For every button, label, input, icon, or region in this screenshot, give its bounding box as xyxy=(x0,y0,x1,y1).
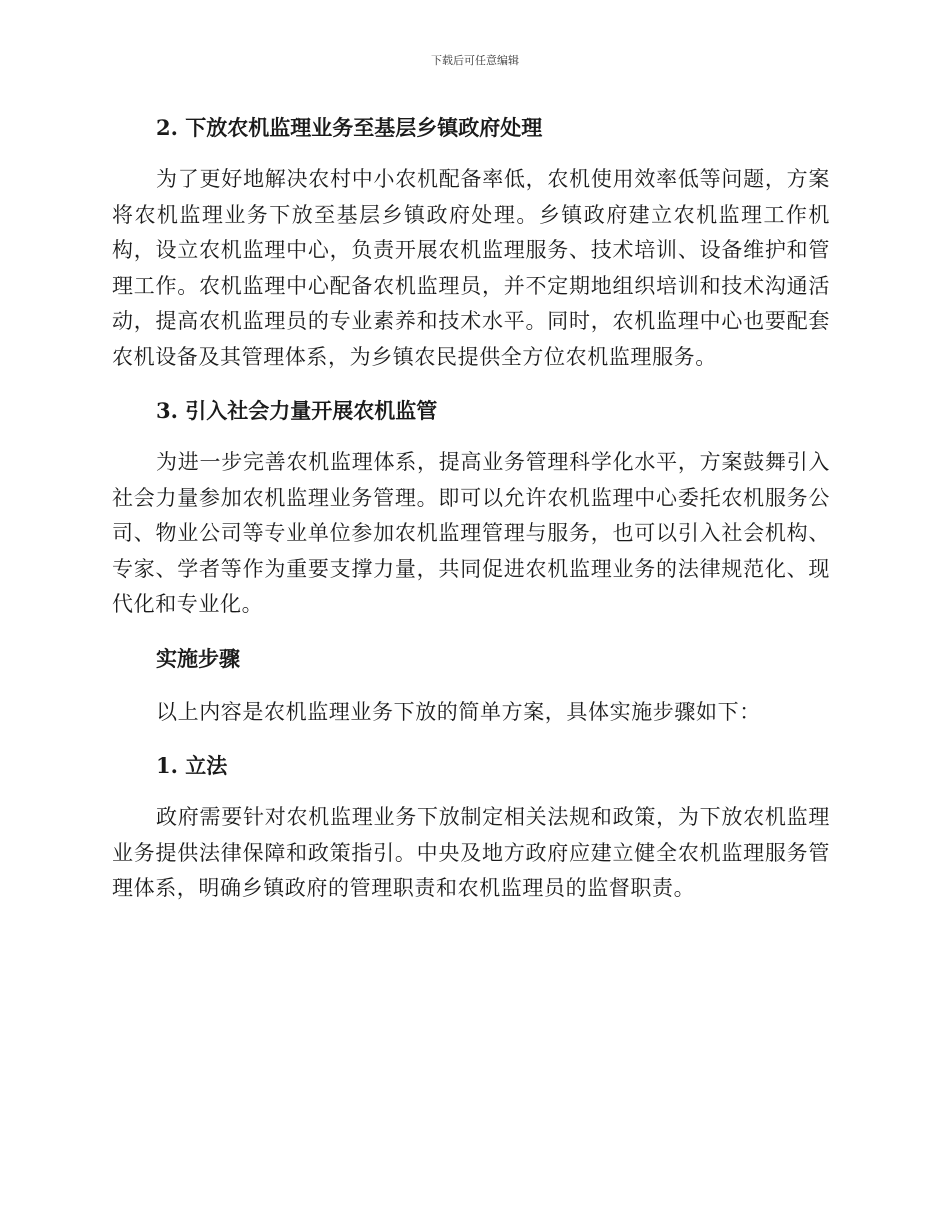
section-heading-implementation: 实施步骤 xyxy=(156,645,240,671)
section-paragraph-implementation: 以上内容是农机监理业务下放的简单方案，具体实施步骤如下： xyxy=(156,699,761,724)
section-heading-legislation: 1. 立法 xyxy=(156,753,228,778)
section-paragraph-2: 为了更好地解决农村中小农机配备率低，农机使用效率低等问题，方案将农机监理业务下放至基层乡镇政府处理。乡镇政府建立农机监理工作机构，设立农机监理中心，负责开展农机监理服务、技术培训、设备维护和管理工作。农机监理中心配备农机监理员，并不定期地组织培训和技术沟通活动，提高农机监理员的专业素养和技术水平。同时，农机监理中心也要配套农机设备及其管理体系，为乡镇农民提供全方位农机监理服务。 xyxy=(112,167,830,369)
page-header: 下载后可任意编辑 xyxy=(431,54,519,67)
section-paragraph-legislation: 政府需要针对农机监理业务下放制定相关法规和政策，为下放农机监理业务提供法律保障和政策指引。中央及地方政府应建立健全农机监理服务管理体系，明确乡镇政府的管理职责和农机监理员的监督职责。 xyxy=(112,805,830,900)
section-heading-2: 2. 下放农机监理业务至基层乡镇政府处理 xyxy=(156,115,543,140)
section-paragraph-3: 为进一步完善农机监理体系，提高业务管理科学化水平，方案鼓舞引入社会力量参加农机监理业务管理。即可以允许农机监理中心委托农机服务公司、物业公司等专业单位参加农机监理管理与服务，也可以引入社会机构、专家、学者等作为重要支撑力量，共同促进农机监理业务的法律规范化、现代化和专业化。 xyxy=(112,450,830,616)
document-body xyxy=(112,112,830,907)
section-heading-3: 3. 引入社会力量开展农机监管 xyxy=(156,398,438,423)
